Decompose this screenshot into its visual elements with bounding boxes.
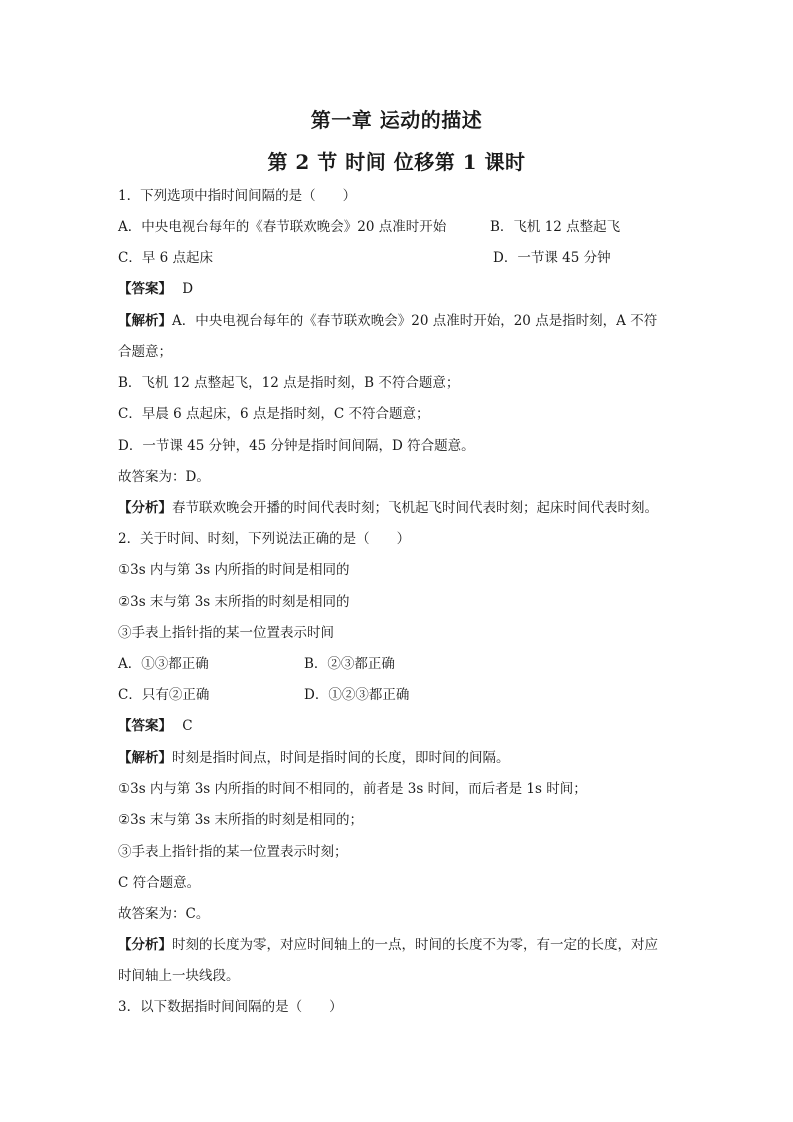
q2-fenxi-text-1: 时刻的长度为零，对应时间轴上的一点，时间的长度不为零，有一定的长度，对应	[172, 937, 658, 953]
q1-option-c: C．早 6 点起床	[118, 250, 214, 266]
q2-option-d: D．①②③都正确	[304, 687, 410, 703]
q1-answer-value: D	[182, 281, 194, 297]
q1-conclusion: 故答案为：D。	[118, 469, 210, 485]
q1-fenxi	[118, 499, 658, 517]
q2-analysis-line-1: ①3s 内与第 3s 内所指的时间不相同的，前者是 3s 时间，而后者是 1s 时间；	[118, 781, 587, 797]
q1-fenxi-text: 春节联欢晚会开播的时间代表时刻；飞机起飞时间代表时刻；起床时间代表时刻。	[172, 500, 658, 516]
q1-option-d: D．一节课 45 分钟	[493, 250, 611, 266]
q3-question: 3．以下数据指时间间隔的是（ ）	[118, 999, 343, 1015]
q1-options-cd	[118, 249, 611, 267]
q2-analysis-line-0	[118, 749, 510, 767]
chapter-title: 第一章 运动的描述	[310, 108, 483, 132]
q1-options-ab	[118, 218, 621, 236]
q1-analysis-text-1: A．中央电视台每年的《春节联欢晚会》20 点准时开始，20 点是指时刻，A 不符	[172, 313, 658, 329]
q2-answer	[118, 717, 193, 735]
q2-question: 2．关于时间、时刻，下列说法正确的是（ ）	[118, 531, 411, 547]
q1-analysis-line-2: B．飞机 12 点整起飞，12 点是指时刻，B 不符合题意；	[118, 375, 460, 391]
q2-analysis-line-3: ③手表上指针指的某一位置表示时刻；	[118, 844, 348, 860]
q2-fenxi-tag: 【分析】	[118, 937, 172, 953]
q2-option-a: A．①③都正确	[118, 656, 209, 672]
q2-answer-value: C	[182, 718, 193, 734]
q1-answer	[118, 280, 193, 298]
q1-analysis-line-4: D．一节课 45 分钟，45 分钟是指时间间隔，D 符合题意。	[118, 438, 475, 454]
q2-option-c: C．只有②正确	[118, 687, 210, 703]
q1-answer-tag: 【答案】	[118, 281, 172, 297]
q2-analysis-line-2: ②3s 末与第 3s 末所指的时刻是相同的；	[118, 812, 364, 828]
q2-statement-3: ③手表上指针指的某一位置表示时间	[118, 625, 334, 641]
q2-statement-2: ②3s 末与第 3s 末所指的时刻是相同的	[118, 594, 350, 610]
q2-options-ab	[118, 655, 395, 673]
q1-analysis-tag: 【解析】	[118, 313, 172, 329]
q2-statement-1: ①3s 内与第 3s 内所指的时间是相同的	[118, 562, 350, 578]
q2-analysis-tag: 【解析】	[118, 750, 172, 766]
q2-analysis-text-0: 时刻是指时间点，时间是指时间的长度，即时间的间隔。	[172, 750, 510, 766]
q1-option-b: B．飞机 12 点整起飞	[490, 219, 621, 235]
q2-fenxi-line-2: 时间轴上一块线段。	[118, 968, 240, 984]
section-title: 第 2 节 时间 位移第 1 课时	[267, 150, 526, 174]
q2-options-cd	[118, 686, 410, 704]
q1-question: 1．下列选项中指时间间隔的是（ ）	[118, 188, 357, 204]
q1-analysis-line-3: C．早晨 6 点起床，6 点是指时刻，C 不符合题意；	[118, 406, 430, 422]
q1-option-a: A．中央电视台每年的《春节联欢晚会》20 点准时开始	[118, 219, 447, 235]
q1-analysis-line-1	[118, 312, 657, 330]
q1-analysis-line-1b: 合题意；	[118, 344, 172, 360]
q2-analysis-line-4: C 符合题意。	[118, 875, 201, 891]
q2-answer-tag: 【答案】	[118, 718, 172, 734]
q2-conclusion: 故答案为：C。	[118, 906, 210, 922]
q1-fenxi-tag: 【分析】	[118, 500, 172, 516]
q2-option-b: B．②③都正确	[304, 656, 395, 672]
q2-fenxi-line-1	[118, 936, 658, 954]
